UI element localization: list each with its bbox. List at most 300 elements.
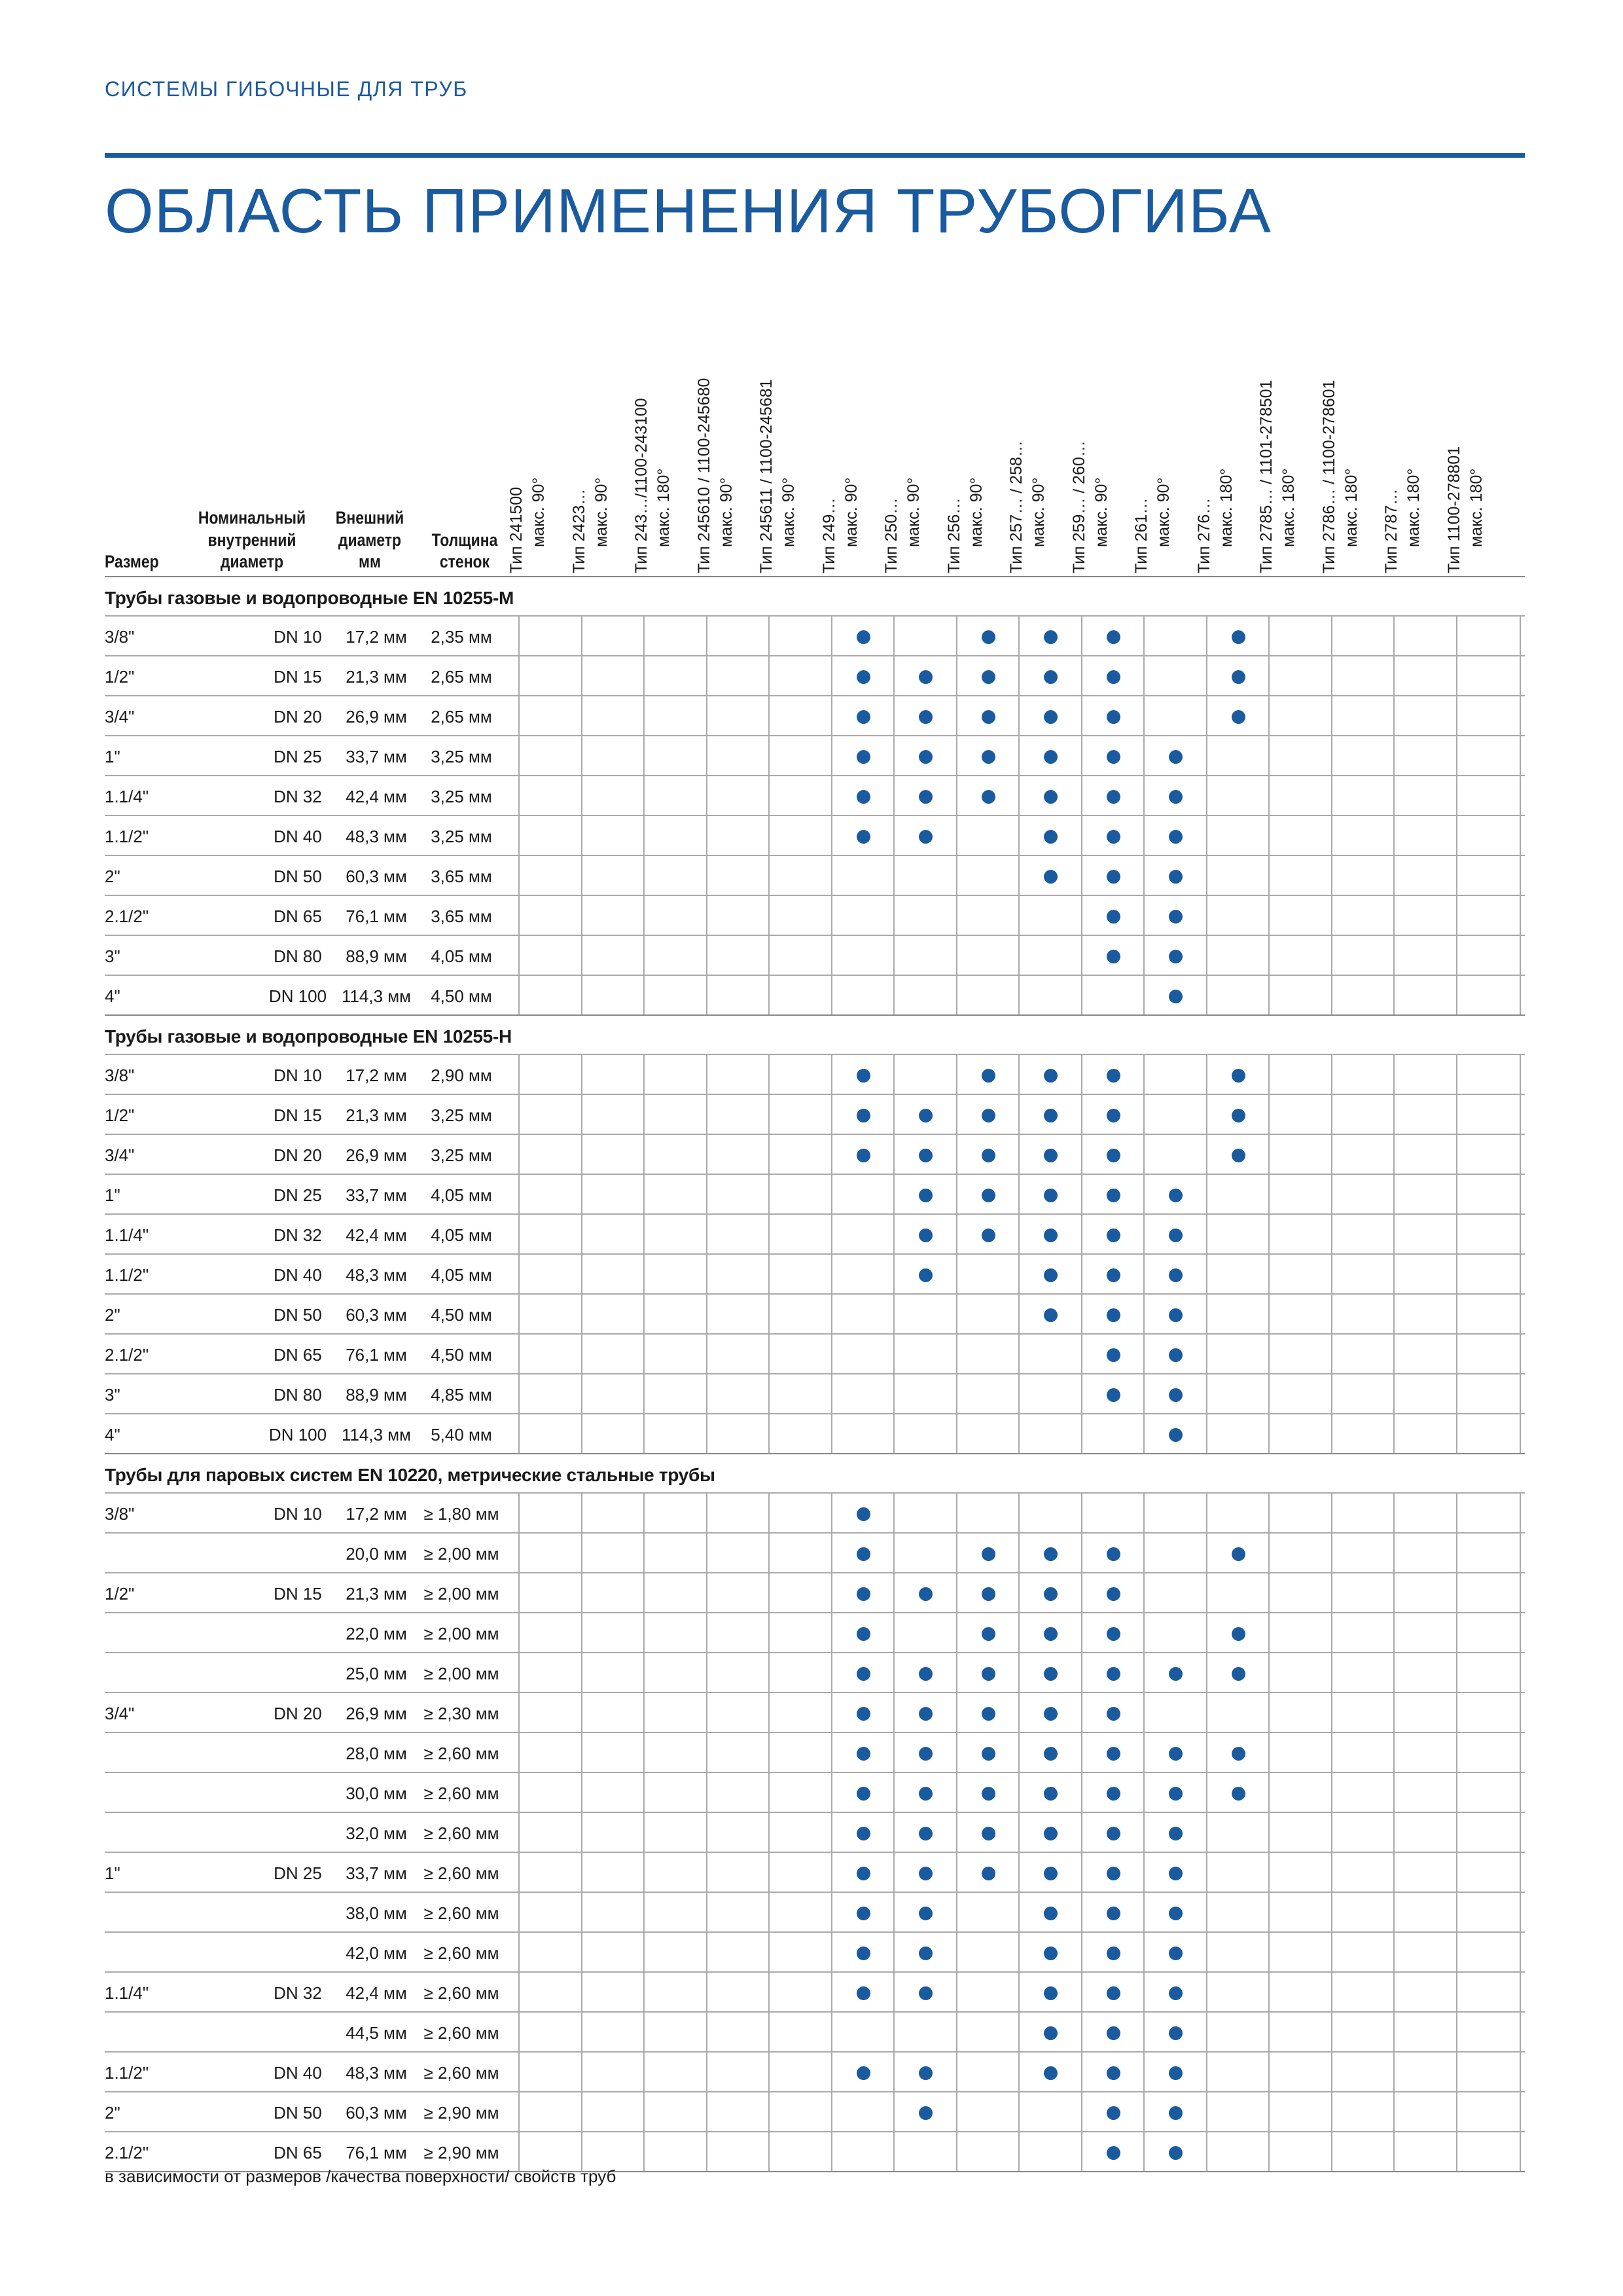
compatible-dot bbox=[982, 1747, 995, 1761]
table-row bbox=[105, 1413, 1525, 1453]
compatibility-cell bbox=[1456, 1414, 1521, 1453]
table-row bbox=[105, 1293, 1525, 1333]
outer-diameter-cell: 42,4 мм bbox=[346, 1225, 407, 1245]
compatibility-cell bbox=[581, 856, 645, 895]
compatible-dot bbox=[919, 1189, 933, 1202]
compatibility-cell bbox=[1456, 2053, 1521, 2091]
nominal-cell: DN 10 bbox=[274, 627, 322, 647]
compatible-dot bbox=[982, 630, 995, 644]
compatibility-cell bbox=[1393, 1613, 1457, 1652]
outer-diameter-cell: 60,3 мм bbox=[346, 1305, 407, 1325]
table-row bbox=[105, 775, 1525, 815]
wall-cell: ≥ 2,60 мм bbox=[423, 1863, 499, 1883]
compatibility-cell bbox=[893, 2013, 957, 2051]
compatible-dot bbox=[919, 1867, 933, 1880]
compatibility-cell bbox=[643, 1374, 707, 1413]
outer-diameter-cell: 42,4 мм bbox=[346, 787, 407, 806]
size-cell bbox=[105, 1813, 190, 1852]
compatibility-cell bbox=[1018, 1973, 1082, 2011]
compatible-dot bbox=[1107, 1827, 1120, 1840]
compatibility-cell bbox=[1018, 1534, 1082, 1572]
compatibility-cell bbox=[956, 776, 1020, 815]
compatibility-cell bbox=[831, 1613, 895, 1652]
compatibility-cell bbox=[1331, 1813, 1395, 1852]
compatibility-cell bbox=[518, 656, 582, 695]
compatibility-cell bbox=[581, 1933, 645, 1971]
compatibility-cell bbox=[1081, 1374, 1145, 1413]
table-row bbox=[105, 1174, 1525, 1213]
compatibility-cell bbox=[706, 856, 770, 895]
compatibility-cell bbox=[768, 1573, 832, 1612]
size-cell: 3/8" bbox=[105, 1066, 135, 1085]
compatibility-cell bbox=[581, 936, 645, 975]
table-row bbox=[105, 1213, 1525, 1253]
type-header-text bbox=[630, 377, 675, 573]
table-row bbox=[105, 1253, 1525, 1293]
compatibility-cell bbox=[768, 1135, 832, 1174]
outer-diameter-cell: 21,3 мм bbox=[346, 1584, 407, 1604]
compatibility-cell bbox=[1331, 696, 1395, 735]
compatible-dot bbox=[919, 1229, 933, 1242]
compatibility-cell bbox=[1456, 1573, 1521, 1612]
compatibility-cell bbox=[956, 1534, 1020, 1572]
compatibility-cell bbox=[1331, 1933, 1395, 1971]
compatibility-cell bbox=[518, 1335, 582, 1373]
compatible-dot bbox=[1107, 1587, 1120, 1601]
outer-diameter-cell: 114,3 мм bbox=[341, 986, 412, 1006]
col-wall-line: стенок bbox=[439, 552, 490, 572]
compatible-dot bbox=[982, 1787, 995, 1801]
compatibility-cell bbox=[831, 896, 895, 935]
wall-cell: ≥ 2,00 мм bbox=[423, 1544, 499, 1564]
type-max-angle: макс. 180° bbox=[654, 468, 673, 547]
compatible-dot bbox=[1107, 790, 1120, 804]
compatibility-cell bbox=[1331, 776, 1395, 815]
compatibility-cell bbox=[1331, 1573, 1395, 1612]
compatibility-cell bbox=[831, 1534, 895, 1572]
compatibility-cell bbox=[518, 1773, 582, 1812]
compatibility-cell bbox=[893, 736, 957, 775]
nominal-cell: DN 32 bbox=[274, 787, 322, 806]
type-max-angle: макс. 180° bbox=[1217, 468, 1236, 547]
compatible-dot bbox=[982, 1229, 995, 1242]
compatibility-cell bbox=[1143, 2013, 1207, 2051]
compatible-dot bbox=[1044, 1229, 1058, 1242]
compatibility-cell bbox=[1206, 2132, 1270, 2171]
compatibility-cell bbox=[1393, 2092, 1457, 2131]
compatibility-cell bbox=[706, 1135, 770, 1174]
compatible-dot bbox=[1169, 1946, 1183, 1960]
wall-cell: 2,65 мм bbox=[431, 707, 492, 726]
compatibility-cell bbox=[643, 2132, 707, 2171]
compatibility-cell bbox=[893, 1175, 957, 1213]
compatibility-cell bbox=[1331, 1853, 1395, 1892]
compatibility-cell bbox=[706, 656, 770, 695]
type-max-angle: макс. 90° bbox=[1029, 477, 1048, 547]
compatibility-cell bbox=[1018, 2092, 1082, 2131]
type-name: Тип 2423… bbox=[569, 488, 588, 573]
compatibility-cell bbox=[1456, 1973, 1521, 2011]
compatibility-cell bbox=[1268, 2092, 1332, 2131]
compatibility-cell bbox=[1456, 1095, 1521, 1134]
compatibility-cell bbox=[956, 1613, 1020, 1652]
compatibility-cell bbox=[643, 1773, 707, 1812]
compatibility-cell bbox=[1143, 1255, 1207, 1293]
compatibility-cell bbox=[643, 1813, 707, 1852]
compatibility-cell bbox=[1393, 2013, 1457, 2051]
compatibility-cell bbox=[1018, 617, 1082, 655]
compatibility-cell bbox=[581, 656, 645, 695]
type-name: Тип 249… bbox=[819, 497, 838, 573]
type-name: Тип 2785… / 1101-278501 bbox=[1257, 380, 1275, 573]
compatibility-cell bbox=[831, 2013, 895, 2051]
compatibility-cell bbox=[1081, 736, 1145, 775]
compatibility-cell bbox=[1393, 1893, 1457, 1931]
compatible-dot bbox=[857, 1707, 870, 1721]
compatibility-cell bbox=[581, 1414, 645, 1453]
compatibility-cell bbox=[643, 1494, 707, 1532]
compatibility-cell bbox=[706, 1613, 770, 1652]
compatibility-cell bbox=[1268, 1295, 1332, 1333]
compatibility-cell bbox=[1206, 976, 1270, 1014]
type-name: Тип 250… bbox=[882, 497, 901, 573]
compatibility-cell bbox=[643, 617, 707, 655]
compatible-dot bbox=[857, 750, 870, 764]
compatible-dot bbox=[919, 1109, 933, 1122]
size-cell: 1/2" bbox=[105, 1584, 135, 1604]
outer-diameter-cell: 60,3 мм bbox=[346, 2103, 407, 2123]
compatibility-cell bbox=[706, 1773, 770, 1812]
compatibility-cell bbox=[1018, 1175, 1082, 1213]
compatibility-cell bbox=[1143, 976, 1207, 1014]
wall-cell: ≥ 2,90 мм bbox=[423, 2103, 499, 2123]
compatibility-cell bbox=[831, 1175, 895, 1213]
compatible-dot bbox=[1044, 1946, 1058, 1960]
compatibility-cell bbox=[706, 617, 770, 655]
compatibility-cell bbox=[706, 2132, 770, 2171]
compatibility-cell bbox=[956, 2013, 1020, 2051]
outer-diameter-cell: 38,0 мм bbox=[346, 1903, 407, 1923]
compatibility-cell bbox=[1143, 1653, 1207, 1692]
compatibility-cell bbox=[768, 1494, 832, 1532]
compatibility-cell bbox=[706, 1933, 770, 1971]
compatibility-cell bbox=[581, 1494, 645, 1532]
col-outer-line: Внешний bbox=[335, 507, 404, 528]
compatibility-cell bbox=[643, 1853, 707, 1892]
compatibility-cell bbox=[643, 936, 707, 975]
size-cell: 3" bbox=[105, 1385, 120, 1405]
compatible-dot bbox=[982, 790, 995, 804]
compatibility-cell bbox=[706, 1653, 770, 1692]
nominal-cell: DN 100 bbox=[268, 1425, 327, 1444]
compatibility-cell bbox=[893, 1813, 957, 1852]
compatible-dot bbox=[857, 1667, 870, 1681]
compatible-dot bbox=[1169, 1907, 1183, 1920]
compatibility-cell bbox=[1456, 1693, 1521, 1732]
col-nominal-line: внутренний bbox=[207, 529, 296, 550]
compatibility-cell bbox=[643, 1613, 707, 1652]
nominal-cell: DN 50 bbox=[274, 2103, 322, 2123]
nominal-cell: DN 65 bbox=[274, 1345, 322, 1365]
compatibility-cell bbox=[643, 1573, 707, 1612]
compatibility-cell bbox=[1331, 1414, 1395, 1453]
compatibility-cell bbox=[1393, 1175, 1457, 1213]
outer-diameter-cell: 44,5 мм bbox=[346, 2023, 407, 2043]
size-cell: 4" bbox=[105, 1425, 120, 1444]
type-max-angle: макс. 180° bbox=[1467, 468, 1486, 547]
compatible-dot bbox=[1107, 1627, 1120, 1641]
compatibility-cell bbox=[831, 1095, 895, 1134]
compatibility-cell bbox=[1393, 1055, 1457, 1094]
compatibility-cell bbox=[643, 976, 707, 1014]
compatibility-cell bbox=[893, 1733, 957, 1772]
compatibility-cell bbox=[1268, 617, 1332, 655]
compatibility-cell bbox=[893, 1693, 957, 1732]
table-row bbox=[105, 2011, 1525, 2051]
compatibility-cell bbox=[893, 1055, 957, 1094]
compatibility-cell bbox=[768, 1653, 832, 1692]
compatibility-cell bbox=[1081, 1494, 1145, 1532]
compatible-dot bbox=[1044, 870, 1058, 884]
compatibility-cell bbox=[581, 896, 645, 935]
compatibility-cell bbox=[1331, 1255, 1395, 1293]
type-max-angle: макс. 90° bbox=[529, 477, 548, 547]
size-cell: 1" bbox=[105, 747, 120, 766]
compatible-dot bbox=[1169, 1229, 1183, 1242]
size-cell bbox=[105, 1613, 190, 1652]
compatible-dot bbox=[1107, 2106, 1120, 2120]
compatibility-cell bbox=[1456, 1933, 1521, 1971]
compatibility-cell bbox=[643, 1215, 707, 1253]
compatible-dot bbox=[1169, 1986, 1183, 2000]
compatibility-cell bbox=[581, 1374, 645, 1413]
compatibility-cell bbox=[706, 1374, 770, 1413]
compatibility-cell bbox=[518, 1055, 582, 1094]
compatible-dot bbox=[982, 670, 995, 684]
compatibility-cell bbox=[643, 1175, 707, 1213]
compatibility-cell bbox=[1331, 1095, 1395, 1134]
compatibility-cell bbox=[831, 1813, 895, 1852]
compatibility-cell bbox=[581, 2013, 645, 2051]
compatibility-cell bbox=[1018, 1135, 1082, 1174]
compatibility-cell bbox=[1206, 2092, 1270, 2131]
section-label: СИСТЕМЫ ГИБОЧНЫЕ ДЛЯ ТРУБ bbox=[105, 77, 468, 101]
compatibility-cell bbox=[1456, 1653, 1521, 1692]
outer-diameter-cell: 42,0 мм bbox=[346, 1943, 407, 1963]
compatible-dot bbox=[919, 1946, 933, 1960]
compatibility-cell bbox=[518, 1255, 582, 1293]
compatible-dot bbox=[1107, 1747, 1120, 1761]
compatibility-cell bbox=[1393, 1095, 1457, 1134]
table-row bbox=[105, 1612, 1525, 1652]
compatibility-cell bbox=[518, 1494, 582, 1532]
compatibility-cell bbox=[1206, 617, 1270, 655]
compatibility-cell bbox=[643, 2053, 707, 2091]
compatibility-cell bbox=[893, 1494, 957, 1532]
compatibility-cell bbox=[1018, 1693, 1082, 1732]
compatibility-cell bbox=[956, 2132, 1020, 2171]
nominal-cell: DN 15 bbox=[274, 1584, 322, 1604]
nominal-cell: DN 40 bbox=[274, 2063, 322, 2083]
compatibility-cell bbox=[893, 1095, 957, 1134]
compatibility-cell bbox=[831, 1215, 895, 1253]
compatibility-cell bbox=[1206, 736, 1270, 775]
table-row bbox=[105, 815, 1525, 855]
compatibility-cell bbox=[1393, 617, 1457, 655]
type-name: Тип 261… bbox=[1132, 497, 1150, 573]
outer-diameter-cell: 48,3 мм bbox=[346, 1265, 407, 1285]
wall-cell: 4,50 мм bbox=[431, 986, 492, 1006]
compatible-dot bbox=[1169, 1827, 1183, 1840]
outer-diameter-cell: 21,3 мм bbox=[346, 667, 407, 687]
compatibility-cell bbox=[768, 2092, 832, 2131]
size-cell: 2.1/2" bbox=[105, 1345, 149, 1365]
table-row bbox=[105, 895, 1525, 935]
compatibility-cell bbox=[518, 1573, 582, 1612]
compatibility-cell bbox=[1456, 1773, 1521, 1812]
compatibility-cell bbox=[1456, 617, 1521, 655]
compatibility-cell bbox=[581, 1573, 645, 1612]
compatibility-cell bbox=[643, 1973, 707, 2011]
compatibility-cell bbox=[893, 976, 957, 1014]
compatibility-cell bbox=[1331, 1693, 1395, 1732]
compatibility-cell bbox=[893, 936, 957, 975]
compatibility-cell bbox=[1206, 1653, 1270, 1692]
wall-cell: 4,50 мм bbox=[431, 1345, 492, 1365]
compatibility-cell bbox=[1143, 1813, 1207, 1852]
compatibility-cell bbox=[956, 1135, 1020, 1174]
compatible-dot bbox=[1044, 2066, 1058, 2080]
compatibility-cell bbox=[956, 1733, 1020, 1772]
size-cell bbox=[105, 1733, 190, 1772]
compatible-dot bbox=[1044, 1189, 1058, 1202]
outer-diameter-cell: 48,3 мм bbox=[346, 2063, 407, 2083]
wall-cell: 2,35 мм bbox=[431, 627, 492, 647]
compatibility-cell bbox=[893, 896, 957, 935]
col-outer-line: диаметр bbox=[338, 529, 402, 550]
outer-diameter-cell: 42,4 мм bbox=[346, 1983, 407, 2003]
compatibility-cell bbox=[706, 1175, 770, 1213]
type-name: Тип 245610 / 1100-245680 bbox=[694, 378, 713, 573]
type-column-header bbox=[1444, 367, 1519, 573]
compatibility-cell bbox=[1456, 1175, 1521, 1213]
type-name: Тип 245611 / 1100-245681 bbox=[757, 379, 776, 573]
compatibility-cell bbox=[1143, 1215, 1207, 1253]
compatibility-cell bbox=[706, 1295, 770, 1333]
compatible-dot bbox=[857, 1827, 870, 1840]
compatibility-cell bbox=[1143, 2053, 1207, 2091]
compatibility-cell bbox=[643, 776, 707, 815]
compatible-dot bbox=[1107, 2146, 1120, 2160]
table-row bbox=[105, 2051, 1525, 2091]
compatibility-cell bbox=[1331, 1733, 1395, 1772]
compatibility-cell bbox=[1143, 1693, 1207, 1732]
compatibility-cell bbox=[1268, 1773, 1332, 1812]
type-name: Тип 276… bbox=[1194, 497, 1213, 573]
compatibility-cell bbox=[1456, 736, 1521, 775]
wall-cell: ≥ 2,60 мм bbox=[423, 2063, 499, 2083]
compatibility-cell bbox=[1393, 1933, 1457, 1971]
compatible-dot bbox=[1169, 1428, 1183, 1442]
compatibility-cell bbox=[1393, 1693, 1457, 1732]
compatibility-cell bbox=[956, 696, 1020, 735]
compatible-dot bbox=[982, 1069, 995, 1083]
compatibility-cell bbox=[893, 2092, 957, 2131]
compatibility-cell bbox=[768, 1055, 832, 1094]
compatibility-cell bbox=[1456, 1374, 1521, 1413]
compatibility-cell bbox=[1143, 1494, 1207, 1532]
compatibility-cell bbox=[893, 1613, 957, 1652]
compatibility-cell bbox=[831, 1255, 895, 1293]
size-cell: 3/8" bbox=[105, 627, 135, 647]
compatibility-cell bbox=[831, 1414, 895, 1453]
compatibility-cell bbox=[831, 1853, 895, 1892]
outer-diameter-cell: 88,9 мм bbox=[346, 946, 407, 966]
compatibility-cell bbox=[1268, 1813, 1332, 1852]
compatibility-cell bbox=[1331, 1215, 1395, 1253]
compatibility-cell bbox=[1081, 617, 1145, 655]
compatibility-cell bbox=[956, 2092, 1020, 2131]
compatible-dot bbox=[1044, 1707, 1058, 1721]
compatibility-cell bbox=[1206, 696, 1270, 735]
compatibility-cell bbox=[518, 1813, 582, 1852]
compatibility-cell bbox=[581, 1335, 645, 1373]
compatibility-cell bbox=[1331, 896, 1395, 935]
compatibility-cell bbox=[956, 1893, 1020, 1931]
type-name: Тип 257… / 258… bbox=[1007, 440, 1026, 573]
compatibility-cell bbox=[518, 1215, 582, 1253]
compatibility-cell bbox=[1018, 696, 1082, 735]
table-row bbox=[105, 1094, 1525, 1134]
compatibility-cell bbox=[1018, 736, 1082, 775]
compatibility-cell bbox=[706, 1055, 770, 1094]
wall-cell: ≥ 2,60 мм bbox=[423, 1943, 499, 1963]
compatibility-cell bbox=[1143, 1853, 1207, 1892]
type-header-text bbox=[818, 377, 863, 573]
compatible-dot bbox=[1107, 1867, 1120, 1880]
compatibility-cell bbox=[1331, 736, 1395, 775]
compatibility-cell bbox=[518, 2053, 582, 2091]
compatibility-cell bbox=[956, 1335, 1020, 1373]
compatibility-cell bbox=[1143, 736, 1207, 775]
compatibility-cell bbox=[1393, 1255, 1457, 1293]
compatibility-cell bbox=[643, 1095, 707, 1134]
col-nominal-line: диаметр bbox=[220, 552, 284, 572]
compatibility-cell bbox=[518, 2013, 582, 2051]
compatibility-cell bbox=[956, 856, 1020, 895]
compatibility-cell bbox=[1143, 617, 1207, 655]
type-max-angle: макс. 90° bbox=[717, 477, 736, 547]
compatible-dot bbox=[857, 830, 870, 844]
outer-diameter-cell: 28,0 мм bbox=[346, 1744, 407, 1763]
wall-cell: 3,25 мм bbox=[431, 787, 492, 806]
compatibility-cell bbox=[1018, 1255, 1082, 1293]
compatibility-cell bbox=[1268, 896, 1332, 935]
section-heading: Трубы газовые и водопроводные EN 10255-H bbox=[105, 1014, 1525, 1054]
table-row bbox=[105, 975, 1525, 1014]
compatibility-cell bbox=[643, 1534, 707, 1572]
compatible-dot bbox=[919, 1707, 933, 1721]
table-row bbox=[105, 1772, 1525, 1812]
wall-cell: ≥ 2,60 мм bbox=[423, 1983, 499, 2003]
compatibility-cell bbox=[1393, 896, 1457, 935]
compatibility-cell bbox=[1393, 1773, 1457, 1812]
compatibility-cell bbox=[1143, 856, 1207, 895]
size-cell: 1.1/2" bbox=[105, 2063, 149, 2083]
compatibility-cell bbox=[1331, 2092, 1395, 2131]
compatibility-cell bbox=[893, 1414, 957, 1453]
compatibility-cell bbox=[831, 617, 895, 655]
